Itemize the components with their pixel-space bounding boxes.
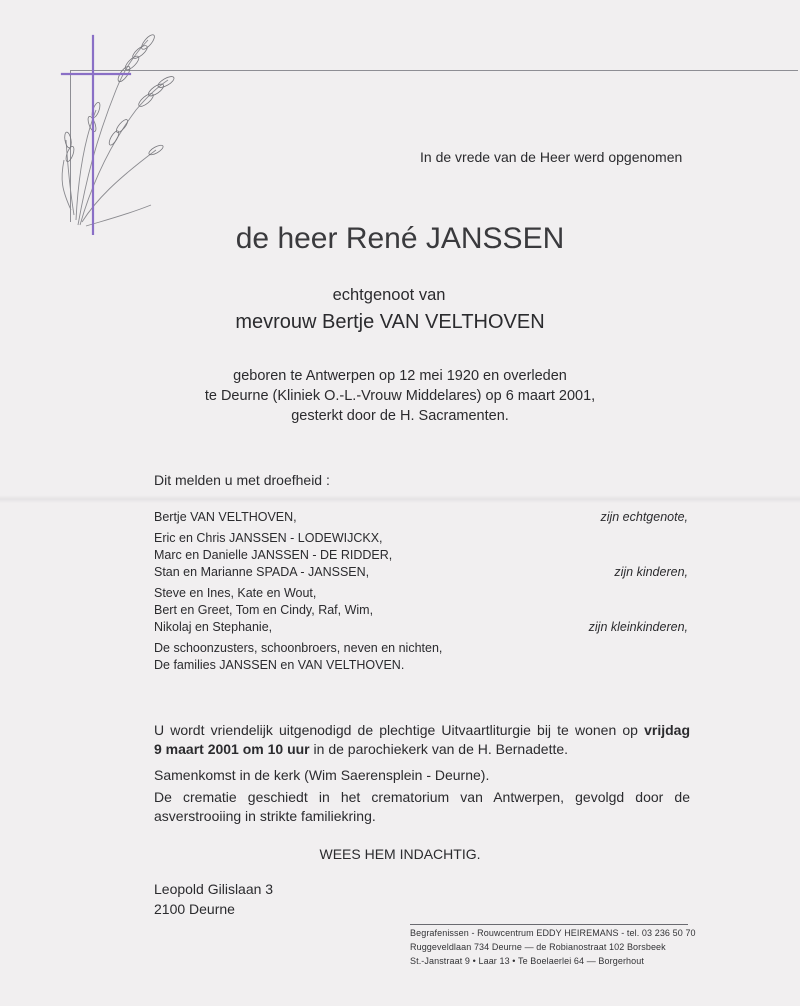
intro-line: In de vrede van de Heer werd opgenomen bbox=[420, 149, 683, 165]
footer-line-2: Ruggeveldlaan 734 Deurne — de Robianostraat 102 Borsbeek bbox=[410, 942, 666, 952]
invitation-date-time: 9 maart 2001 om 10 uur bbox=[154, 741, 310, 757]
announcement: Dit melden u met droefheid : bbox=[154, 472, 330, 488]
invitation-paragraph bbox=[154, 721, 690, 740]
family-other-2: De families JANSSEN en VAN VELTHOVEN. bbox=[154, 658, 405, 672]
footer-line-3: St.-Janstraat 9 • Laar 13 • Te Boelaerlei 64 — Borgerhout bbox=[410, 956, 644, 966]
family-spouse: Bertje VAN VELTHOVEN, bbox=[154, 510, 297, 524]
invitation-day: vrijdag bbox=[644, 722, 690, 738]
gathering-line: Samenkomst in de kerk (Wim Saerensplein - Deurne). bbox=[154, 767, 490, 783]
closing-line: WEES HEM INDACHTIG. bbox=[319, 846, 481, 862]
bio-line-sacraments: gesterkt door de H. Sacramenten. bbox=[291, 408, 509, 424]
family-grandchild-3: Nikolaj en Stephanie, bbox=[154, 620, 273, 634]
frame-top-line bbox=[70, 70, 798, 71]
family-child-2: Marc en Danielle JANSSEN - DE RIDDER, bbox=[154, 548, 393, 562]
invitation-text-after: in de parochiekerk van de H. Bernadette. bbox=[309, 741, 569, 757]
bio-line-birth: geboren te Antwerpen op 12 mei 1920 en overleden bbox=[233, 368, 567, 384]
biography bbox=[0, 366, 800, 426]
cross-with-wheat-icon bbox=[56, 30, 176, 235]
family-grandchild-1: Steve en Ines, Kate en Wout, bbox=[154, 586, 317, 600]
footer-line-1: Begrafenissen - Rouwcentrum EDDY HEIREMANS - tel. 03 236 50 70 bbox=[410, 928, 696, 938]
spouse-name: mevrouw Bertje VAN VELTHOVEN bbox=[235, 311, 545, 333]
bio-line-death: te Deurne (Kliniek O.-L.-Vrouw Middelares) op 6 maart 2001, bbox=[204, 388, 596, 404]
address-city: 2100 Deurne bbox=[154, 901, 235, 917]
invitation-text-before: U wordt vriendelijk uitgenodigd de plechtige Uitvaartliturgie bij te wonen op bbox=[154, 722, 645, 738]
relation-grandchildren: zijn kleinkinderen, bbox=[588, 620, 688, 634]
deceased-name: de heer René JANSSEN bbox=[235, 222, 565, 255]
relation-spouse: zijn echtgenote, bbox=[600, 510, 688, 524]
relation-children: zijn kinderen, bbox=[614, 565, 688, 579]
address-street: Leopold Gilislaan 3 bbox=[154, 881, 274, 897]
family-child-1: Eric en Chris JANSSEN - LODEWIJCKX, bbox=[154, 531, 383, 545]
footer-divider bbox=[410, 924, 688, 925]
paper-fold bbox=[0, 495, 800, 503]
spouse-intro: echtgenoot van bbox=[332, 286, 446, 304]
family-child-3: Stan en Marianne SPADA - JANSSEN, bbox=[154, 565, 370, 579]
invitation-paragraph-line-2 bbox=[154, 740, 690, 759]
cremation-paragraph: De crematie geschiedt in het crematorium van Antwerpen, gevolgd door de asverstrooiing in strikte familiekring. bbox=[154, 789, 690, 824]
family-grandchild-2: Bert en Greet, Tom en Cindy, Raf, Wim, bbox=[154, 603, 374, 617]
family-other-1: De schoonzusters, schoonbroers, neven en nichten, bbox=[154, 641, 443, 655]
